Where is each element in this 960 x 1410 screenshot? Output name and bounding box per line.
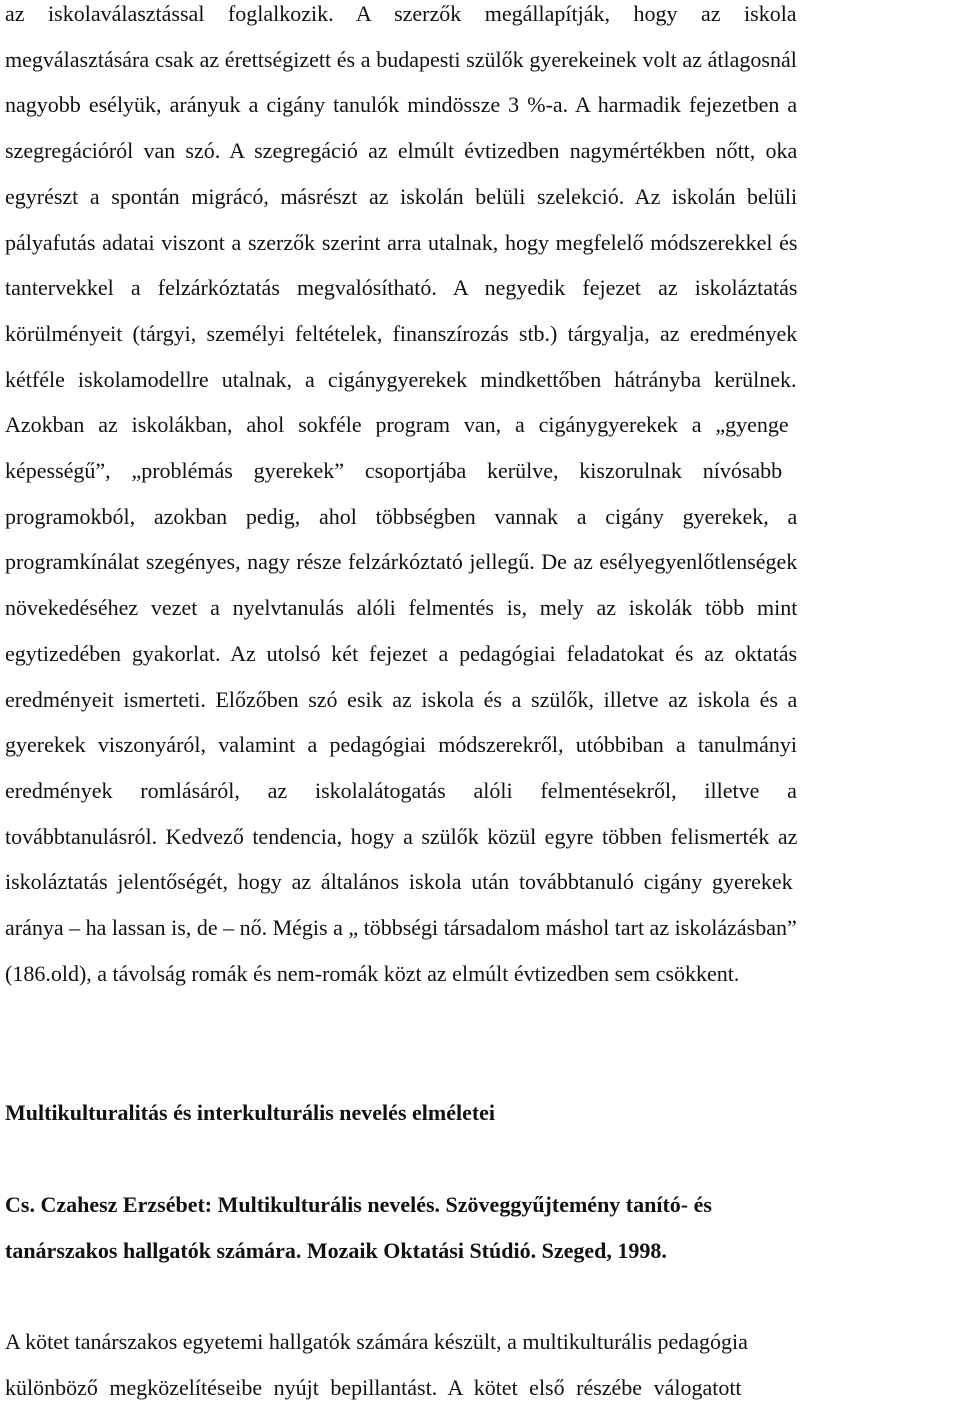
- text-line: programokból, azokban pedig, ahol többségben vannak a cigány gyerekek, a: [5, 503, 798, 529]
- text-line: pályafutás adatai viszont a szerzők szerint arra utalnak, hogy megfelelő módszerekkel és: [5, 229, 798, 255]
- body-paragraph: [5, 0, 797, 996]
- body-paragraph: [5, 1319, 748, 1410]
- text-line: az iskolaválasztással foglalkozik. A szerzők megállapítják, hogy az iskola: [5, 1, 797, 26]
- text-line: Azokban az iskolákban, ahol sokféle program van, a cigánygyerekek a „gyenge: [5, 412, 789, 438]
- text-line: (186.old), a távolság romák és nem-romák közt az elmúlt évtizedben sem csökkent.: [5, 960, 740, 986]
- text-line: A kötet tanárszakos egyetemi hallgatók számára készült, a multikulturális pedagógia: [5, 1329, 748, 1354]
- text-line: iskoláztatás jelentőségét, hogy az általános iskola után továbbtanuló cigány gyerekek: [5, 869, 793, 895]
- text-line: körülményeit (tárgyi, személyi feltételek, finanszírozás stb.) tárgyalja, az eredmények: [5, 320, 798, 346]
- section-heading: Multikulturalitás és interkulturális nevelés elméletei: [5, 1100, 496, 1125]
- reference-line: Cs. Czahesz Erzsébet: Multikulturális nevelés. Szöveggyűjtemény tanító- és: [5, 1192, 712, 1217]
- text-line: egyrészt a spontán migrácó, másrészt az iskolán belüli szelekció. Az iskolán belüli: [5, 183, 798, 209]
- text-line: tantervekkel a felzárkóztatás megvalósítható. A negyedik fejezet az iskoláztatás: [5, 275, 798, 301]
- text-line: megválasztására csak az érettségizett és a budapesti szülők gyerekeinek volt az átlagosnál: [5, 46, 797, 72]
- text-line: szegregációról van szó. A szegregáció az elmúlt évtizedben nagymértékben nőtt, oka: [5, 138, 798, 164]
- book-reference: [5, 1182, 712, 1273]
- text-line: kétféle iskolamodellre utalnak, a cigánygyerekek mindkettőben hátrányba kerülnek.: [5, 366, 797, 392]
- text-line: aránya – ha lassan is, de – nő. Mégis a „ többségi társadalom máshol tart az iskolázásban”: [5, 915, 797, 941]
- text-line: programkínálat szegényes, nagy része felzárkóztató jellegű. De az esélyegyenlőtlenségek: [5, 549, 798, 575]
- text-line: képességű”, „problémás gyerekek” csoportjába kerülve, kiszorulnak nívósabb: [5, 458, 783, 484]
- text-line: nagyobb esélyük, arányuk a cigány tanulók mindössze 3 %-a. A harmadik fejezetben a: [5, 92, 798, 118]
- text-line: továbbtanulásról. Kedvező tendencia, hogy a szülők közül egyre többen felismerték az: [5, 823, 798, 849]
- text-line: gyerekek viszonyáról, valamint a pedagógiai módszerekről, utóbbiban a tanulmányi: [5, 732, 797, 758]
- reference-line: tanárszakos hallgatók számára. Mozaik Oktatási Stúdió. Szeged, 1998.: [5, 1237, 667, 1263]
- text-line: eredményeit ismerteti. Előzőben szó esik az iskola és a szülők, illetve az iskola és a: [5, 686, 798, 712]
- text-line: különböző megközelítéseibe nyújt bepillantást. A kötet első részébe válogatott: [5, 1374, 742, 1400]
- text-line: eredmények romlásáról, az iskolalátogatás alóli felmentésekről, illetve a: [5, 777, 797, 803]
- text-line: növekedéséhez vezet a nyelvtanulás alóli felmentés is, mely az iskolák több mint: [5, 595, 798, 621]
- text-line: egytizedében gyakorlat. Az utolsó két fejezet a pedagógiai feladatokat és az oktatás: [5, 640, 798, 666]
